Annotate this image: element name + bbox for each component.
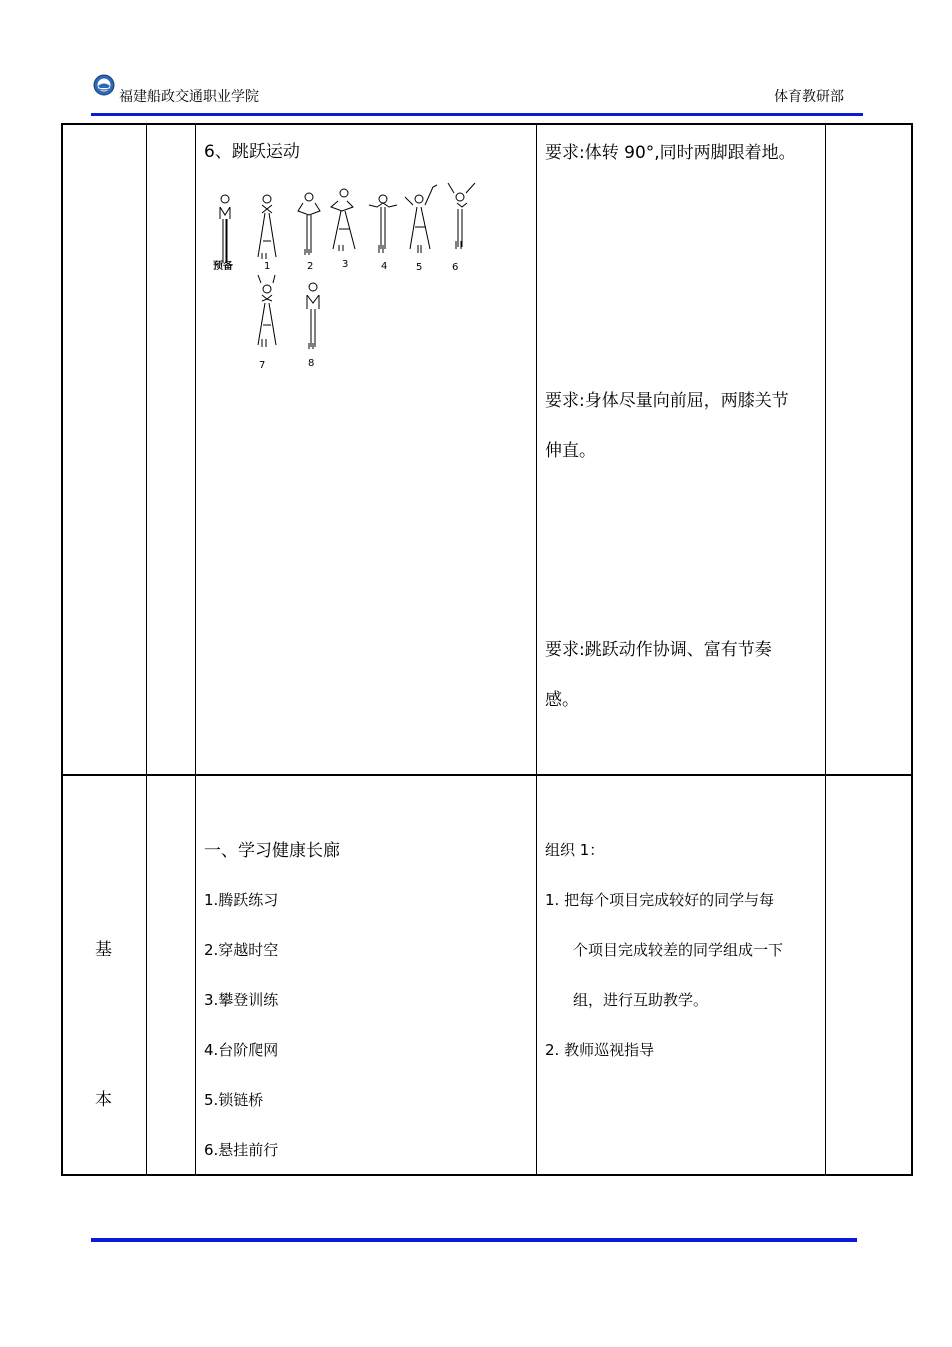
figure-7 [258,275,276,347]
figure-3 [331,189,355,251]
figure-5 [405,185,437,253]
content-item: 5.锁链桥 [204,1091,264,1109]
organization-line: 1. 把每个项目完成较好的同学与每 [545,891,775,909]
content-item: 3.攀登训练 [204,991,279,1009]
content-item: 6.悬挂前行 [204,1141,279,1159]
figure-1 [258,195,276,259]
table-col-divider-3 [536,123,537,1176]
requirement-3-line-2: 感。 [545,690,579,710]
figure-2 [298,193,320,255]
organization-line: 个项目完成较差的同学组成一下 [573,941,784,959]
diagram-label-2: 2 [307,261,314,272]
header-college-name: 福建船政交通职业学院 [119,89,259,105]
requirement-2-line-1: 要求:身体尽量向前屈，两膝关节 [545,391,789,411]
requirement-2-line-2: 伸直。 [545,441,596,461]
diagram-label-5: 5 [416,262,423,273]
diagram-label-4: 4 [381,261,388,272]
figure-6 [448,183,475,249]
footer-rule [91,1238,857,1242]
diagram-label-prep: 预备 [213,261,233,272]
content-item: 1.腾跃练习 [204,891,279,909]
content-item: 2.穿越时空 [204,941,279,959]
section-label-char-1: 基 [95,940,112,960]
table-col-divider-2 [195,123,196,1176]
diagram-label-3: 3 [342,259,349,270]
table-border-bottom [61,1174,913,1176]
header-rule [91,113,863,116]
diagram-label-7: 7 [259,360,266,371]
table-col-divider-1 [146,123,147,1176]
figure-prep [220,195,230,263]
content-heading: 一、学习健康长廊 [204,841,340,861]
jump-exercise-diagram [205,183,495,375]
organization-title: 组织 1： [545,841,605,859]
table-border-top [61,123,913,125]
requirement-3-line-1: 要求:跳跃动作协调、富有节奏 [545,640,772,660]
figure-8 [307,283,319,349]
table-col-divider-4 [825,123,826,1176]
table-row-divider [61,774,913,776]
diagram-label-1: 1 [264,261,271,272]
requirement-1: 要求:体转 90°,同时两脚跟着地。 [545,143,796,163]
figure-4 [369,195,397,253]
diagram-label-6: 6 [452,262,459,273]
organization-line: 2. 教师巡视指导 [545,1041,655,1059]
section-label-char-2: 本 [95,1090,112,1110]
diagram-label-8: 8 [308,358,315,369]
organization-line: 组，进行互助教学。 [573,991,709,1009]
exercise-title: 6、跳跃运动 [204,142,300,162]
content-item: 4.台阶爬网 [204,1041,279,1059]
college-logo-icon [93,74,115,96]
table-border-left [61,123,63,1176]
table-border-right [911,123,913,1176]
header-department: 体育教研部 [774,89,844,105]
